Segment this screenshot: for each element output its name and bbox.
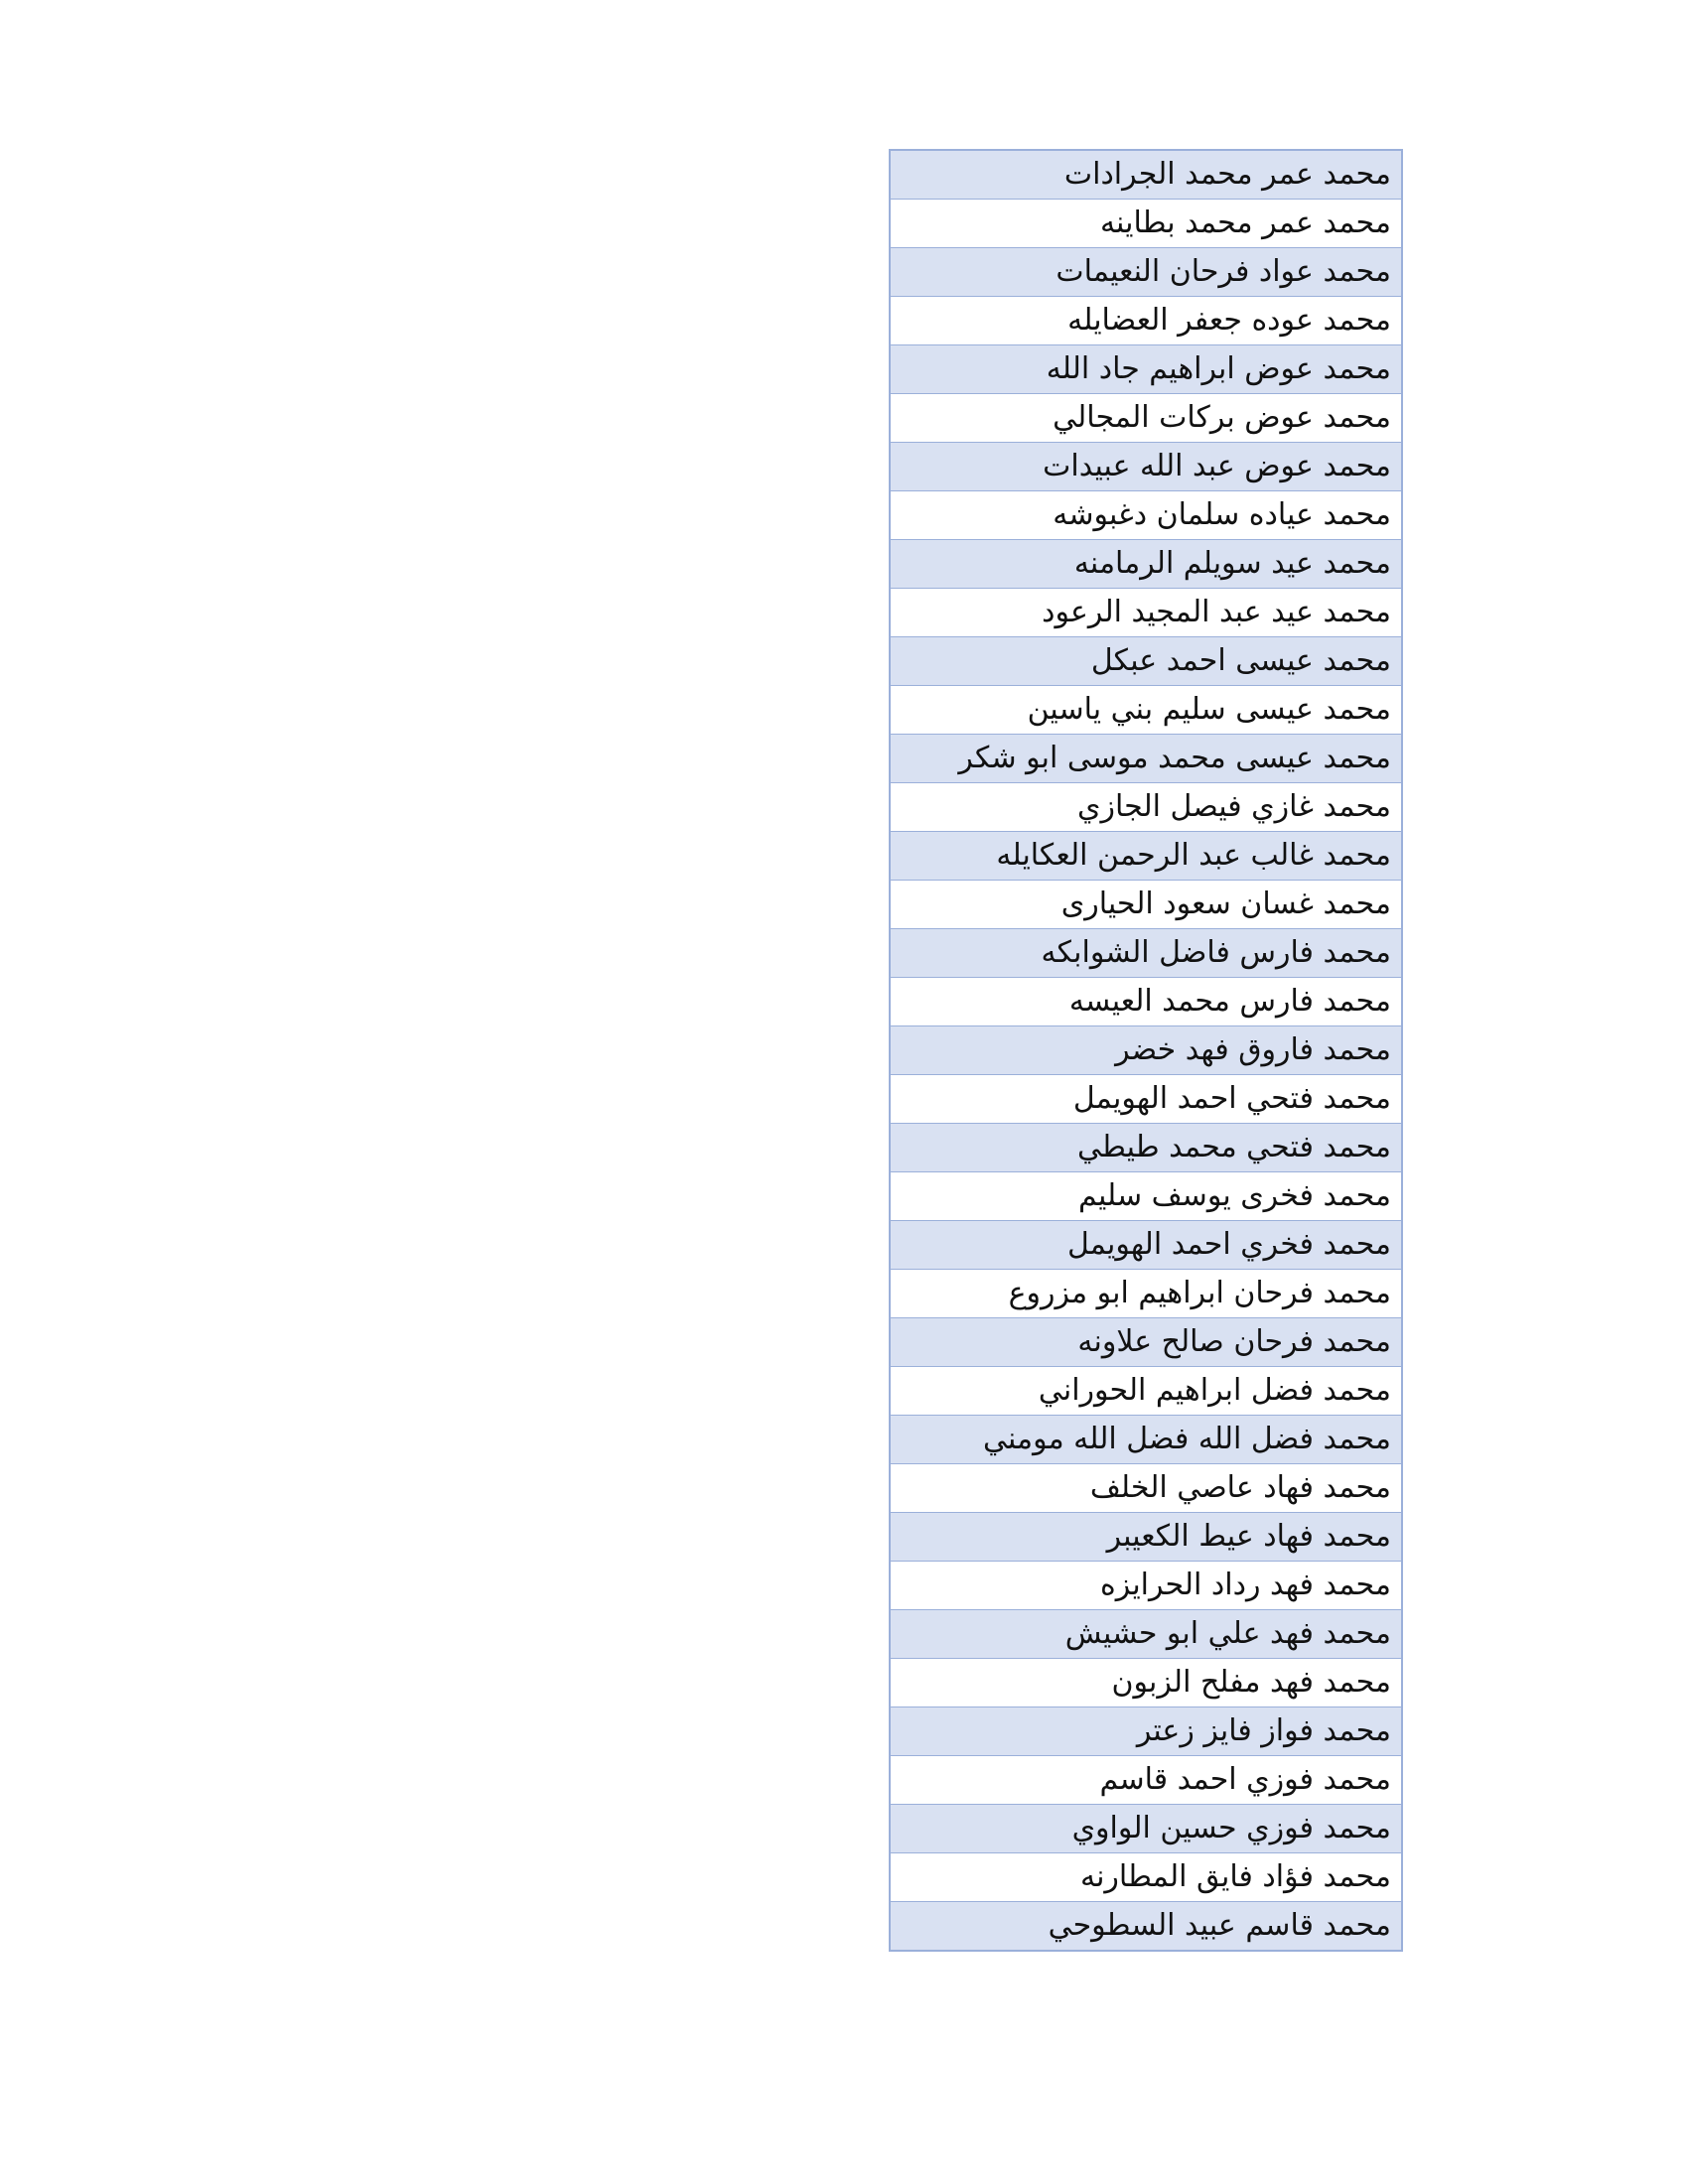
name-cell: محمد عيسى سليم بني ياسين [890,686,1402,735]
table-row [890,1172,1402,1221]
table-row [890,1659,1402,1707]
name-cell: محمد فوزي احمد قاسم [890,1756,1402,1805]
name-cell: محمد عياده سلمان دغبوشه [890,491,1402,540]
name-cell: محمد فاروق فهد خضر [890,1026,1402,1075]
name-cell: محمد عمر محمد الجرادات [890,150,1402,200]
name-cell: محمد فهد مفلح الزبون [890,1659,1402,1707]
table-row [890,1902,1402,1952]
names-table [889,149,1403,1952]
table-row [890,150,1402,200]
name-cell: محمد عوض بركات المجالي [890,394,1402,443]
table-row [890,1075,1402,1124]
name-cell: محمد غالب عبد الرحمن العكايله [890,832,1402,881]
table-row [890,1026,1402,1075]
name-cell: محمد فوزي حسين الواوي [890,1805,1402,1853]
name-cell: محمد فتحي احمد الهويمل [890,1075,1402,1124]
table-row [890,443,1402,491]
table-row [890,200,1402,248]
name-cell: محمد فهاد عاصي الخلف [890,1464,1402,1513]
name-cell: محمد فواز فايز زعتر [890,1707,1402,1756]
table-row [890,1464,1402,1513]
name-cell: محمد فخري احمد الهويمل [890,1221,1402,1270]
name-cell: محمد فخرى يوسف سليم [890,1172,1402,1221]
table-row [890,491,1402,540]
name-cell: محمد عوض عبد الله عبيدات [890,443,1402,491]
name-cell: محمد عمر محمد بطاينه [890,200,1402,248]
table-row [890,1853,1402,1902]
table-row [890,686,1402,735]
name-cell: محمد عواد فرحان النعيمات [890,248,1402,297]
name-cell: محمد قاسم عبيد السطوحي [890,1902,1402,1952]
table-row [890,637,1402,686]
name-cell: محمد غازي فيصل الجازي [890,783,1402,832]
table-row [890,394,1402,443]
name-cell: محمد عوده جعفر العضايله [890,297,1402,345]
table-row [890,1318,1402,1367]
table-row [890,1416,1402,1464]
table-row [890,297,1402,345]
name-cell: محمد فرحان ابراهيم ابو مزروع [890,1270,1402,1318]
name-cell: محمد عيسى احمد عبكل [890,637,1402,686]
table-row [890,1707,1402,1756]
table-row [890,1610,1402,1659]
name-cell: محمد عيسى محمد موسى ابو شكر [890,735,1402,783]
table-row [890,1367,1402,1416]
name-cell: محمد عيد سويلم الرمامنه [890,540,1402,589]
name-cell: محمد غسان سعود الحيارى [890,881,1402,929]
table-row [890,832,1402,881]
table-row [890,1756,1402,1805]
table-row [890,783,1402,832]
table-row [890,1513,1402,1562]
table-row [890,978,1402,1026]
table-row [890,1562,1402,1610]
table-row [890,881,1402,929]
name-cell: محمد فارس فاضل الشوابكه [890,929,1402,978]
table-row [890,345,1402,394]
name-cell: محمد عيد عبد المجيد الرعود [890,589,1402,637]
name-cell: محمد فهاد عيط الكعيبر [890,1513,1402,1562]
name-cell: محمد فرحان صالح علاونه [890,1318,1402,1367]
table-row [890,929,1402,978]
table-row [890,1124,1402,1172]
name-cell: محمد فؤاد فايق المطارنه [890,1853,1402,1902]
table-row [890,735,1402,783]
table-row [890,1270,1402,1318]
name-cell: محمد عوض ابراهيم جاد الله [890,345,1402,394]
table-row [890,589,1402,637]
table-row [890,248,1402,297]
table-row [890,540,1402,589]
names-table-body [890,150,1402,1951]
name-cell: محمد فضل الله فضل الله مومني [890,1416,1402,1464]
name-cell: محمد فهد رداد الحرايزه [890,1562,1402,1610]
table-row [890,1805,1402,1853]
name-cell: محمد فتحي محمد طيطي [890,1124,1402,1172]
name-cell: محمد فضل ابراهيم الحوراني [890,1367,1402,1416]
name-cell: محمد فهد علي ابو حشيش [890,1610,1402,1659]
name-cell: محمد فارس محمد العيسه [890,978,1402,1026]
table-row [890,1221,1402,1270]
